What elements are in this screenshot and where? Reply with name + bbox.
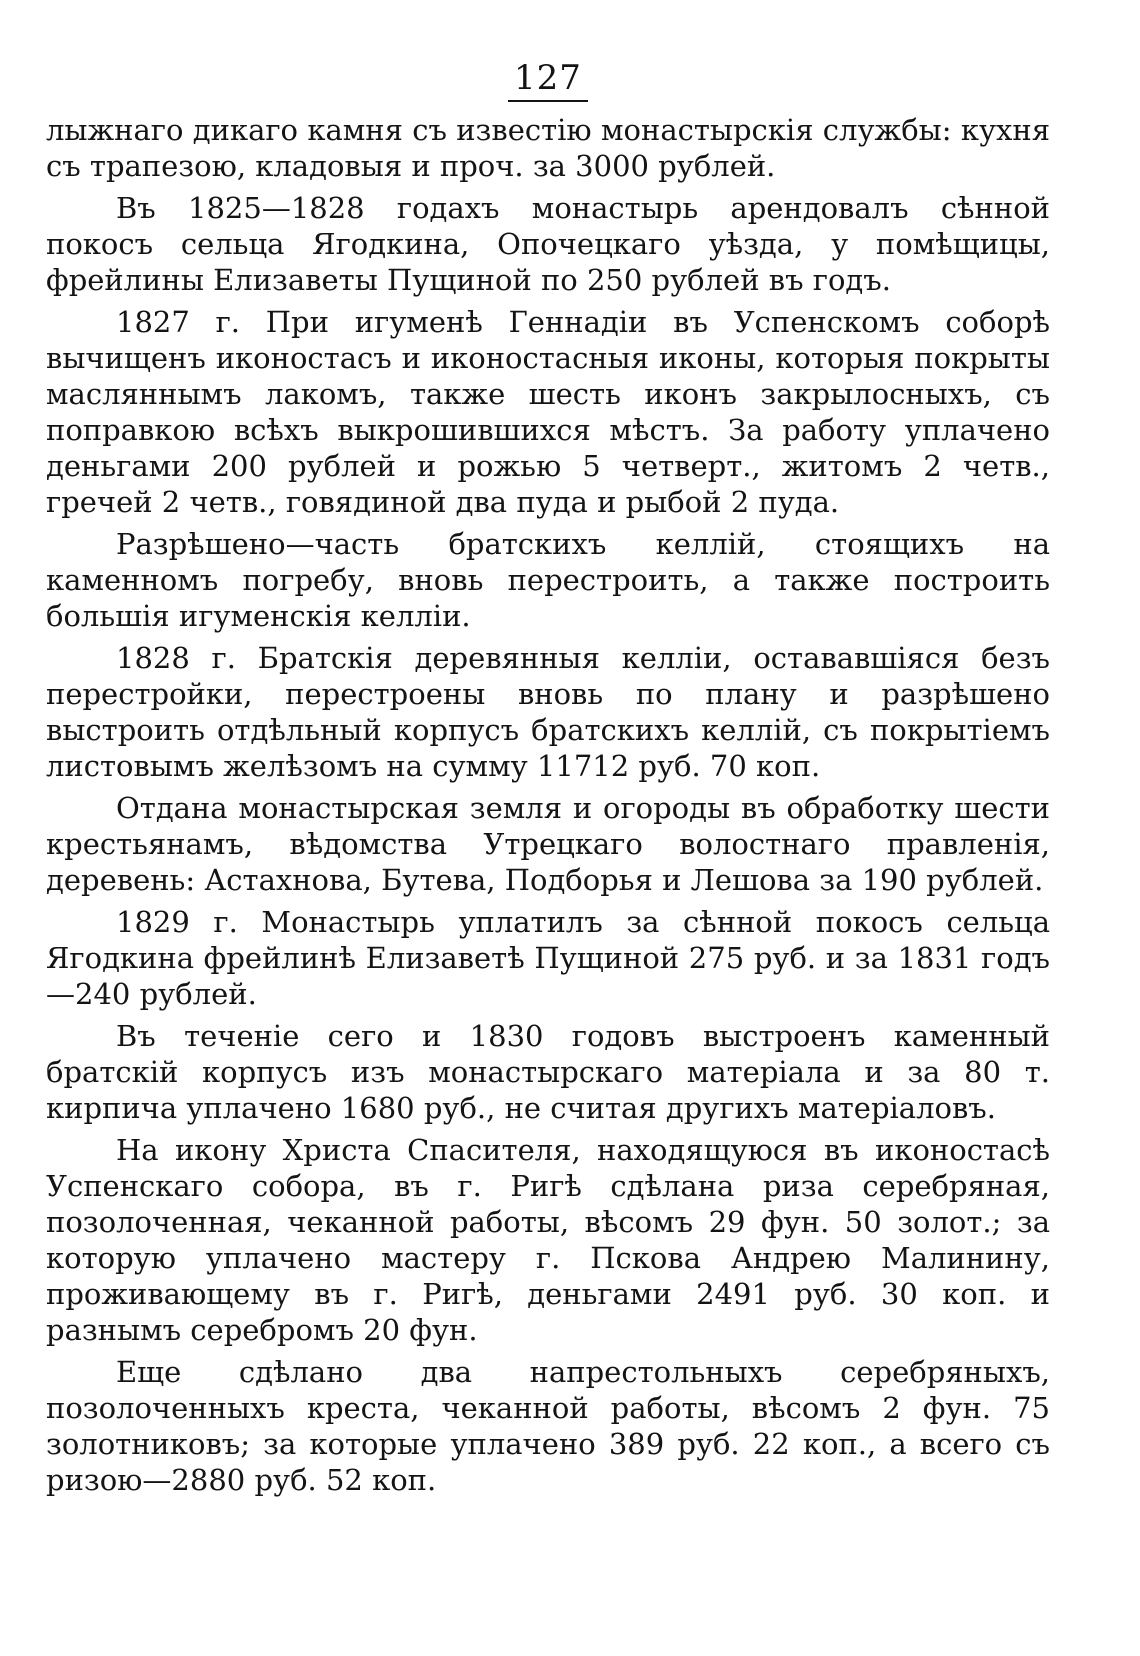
page-number (46, 58, 1050, 102)
paragraph: 1829 г. Монастырь уплатилъ за сѣнной покосъ сельца Ягодкина фрейлинѣ Елизаветѣ Пущиной 275 руб. и за 1831 годъ—240 рублей. (46, 905, 1050, 1011)
paragraph: Въ 1825—1828 годахъ монастырь арендовалъ сѣнной покосъ сельца Ягодкина, Опочецкаго уѣзда, у помѣщицы, фрейлины Елизаветы Пущиной по 250 рублей въ годъ. (46, 191, 1050, 297)
paragraph: На икону Христа Спасителя, находящуюся въ иконостасѣ Успенскаго собора, въ г. Ригѣ сдѣлана риза серебряная, позолоченная, чеканной работы, вѣсомъ 29 фун. 50 золот.; за которую уплачено мастеру г. Пскова Андрею Малинину, проживающему въ г. Ригѣ, деньгами 2491 руб. 30 коп. и разнымъ серебромъ 20 фун. (46, 1133, 1050, 1347)
paragraph: Отдана монастырская земля и огороды въ обработку шести крестьянамъ, вѣдомства Утрецкаго волостнаго правленія, деревень: Астахнова, Бутева, Подборья и Лешова за 190 рублей. (46, 791, 1050, 897)
paragraph: лыжнаго дикаго камня съ известію монастырскія службы: кухня съ трапезою, кладовыя и проч. за 3000 рублей. (46, 113, 1050, 183)
page-number-text: 127 (508, 58, 588, 102)
paragraph: Еще сдѣлано два напрестольныхъ серебряныхъ, позолоченныхъ креста, чеканной работы, вѣсомъ 2 фун. 75 золотниковъ; за которые уплачено 389 руб. 22 коп., а всего съ ризою—2880 руб. 52 коп. (46, 1355, 1050, 1497)
paragraph: 1828 г. Братскія деревянныя келліи, остававшіяся безъ перестройки, перестроены вновь по плану и разрѣшено выстроить отдѣльный корпусъ братскихъ келлій, съ покрытіемъ листовымъ желѣзомъ на сумму 11712 руб. 70 коп. (46, 641, 1050, 783)
paragraph: Разрѣшено—часть братскихъ келлій, стоящихъ на каменномъ погребу, вновь перестроить, а также построить большія игуменскія келліи. (46, 527, 1050, 633)
body-text (46, 112, 1050, 1498)
paragraph: Въ теченіе сего и 1830 годовъ выстроенъ каменный братскій корпусъ изъ монастырскаго матеріала и за 80 т. кирпича уплачено 1680 руб., не считая другихъ матеріаловъ. (46, 1019, 1050, 1125)
paragraph: 1827 г. При игуменѣ Геннадіи въ Успенскомъ соборѣ вычищенъ иконостасъ и иконостасныя иконы, которыя покрыты масляннымъ лакомъ, также шесть иконъ закрылосныхъ, съ поправкою всѣхъ выкрошившихся мѣстъ. За работу уплачено деньгами 200 рублей и рожью 5 четверт., житомъ 2 четв., гречей 2 четв., говядиной два пуда и рыбой 2 пуда. (46, 305, 1050, 519)
book-page (46, 58, 1050, 1504)
